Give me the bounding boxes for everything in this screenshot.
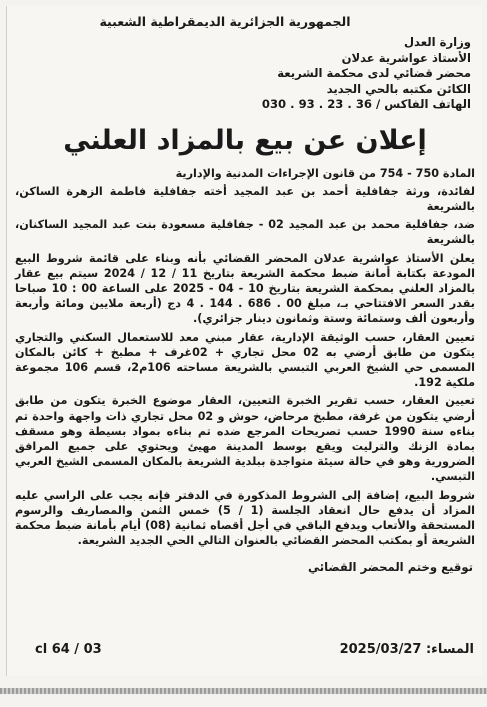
bailiff-office: الكائن مكتبه بالحي الجديد xyxy=(326,81,471,96)
publication-date: المساء: 2025/03/27 xyxy=(339,642,474,657)
beneficiary: لفائدة، ورثة جفافلية أحمد بن عبد المجيد أخته جفافلية فاطمة الزهرة الساكن، بالشريعة xyxy=(15,184,475,213)
newspaper-page xyxy=(6,6,482,676)
bailiff-court: محضر قضائي لدى محكمة الشريعة xyxy=(277,66,471,80)
reference-code: cl 64 / 03 xyxy=(35,642,102,657)
sale-conditions: شروط البيع، إضافة إلى الشروط المذكورة في الدفتر فإنه يجب على الراسي عليه المزاد أن يدفع حال انعقاد الجلسة (1 / 5) خمس الثمن والمصاريف والرسوم المستحقة والأتعاب ويدفع الباقي في أجل أقصاه ثمانية (08) أيام بأمانة ضبط محكمة الشريعة أو بمكتب المحضر القضائي بالعنوان التالي الحي الجديد الشريعة. xyxy=(15,488,475,548)
bailiff-phone: الهاتف الفاكس / 36 . 23 . 93 . 030 xyxy=(261,97,471,111)
property-description-expert: تعيين العقار، حسب تقرير الخبرة التعيين، العقار موضوع الخبرة يتكون من طابق أرضي يتكون من غرفة، مطبخ مرحاض، حوش و 02 محل تجاري ذات واجهة واحدة تم بناءه سنة 1990 حسب تصريحات المرجع ضده تم بناءه بمواد بسيطة وهو مسقف بمادة الزنك والترليت ويقع بوسط المدينة مهيئ ويحتوي على جميع المرافق الضرورية وهو في حالة سيئة متواجدة ببلدية الشريعة بالمكان المسمى الشيخ العربي التبسي. xyxy=(15,394,475,484)
property-description-admin: تعيين العقار، حسب الوثيقة الإدارية، عقار مبني معد للاستعمال السكني والتجاري يتكون من طابق أرضي به 02 محل تجاري + 02غرف + مطبخ + كائن بالمكان المسمى حي الشيخ العربي التبسي بالشريعة مساحته 106م2، قسم 106 مجموعة ملكية 192. xyxy=(15,330,476,390)
bailiff-header xyxy=(15,35,475,113)
bailiff-name: الأستاذ عواشرية عدلان xyxy=(341,50,471,65)
ministry-line: وزارة العدل xyxy=(403,35,471,49)
auction-notice xyxy=(15,12,475,672)
signature-line: توقيع وختم المحضر القضائي xyxy=(308,560,473,575)
announcement: يعلن الأستاذ عواشرية عدلان المحضر القضائي بأنه وبناء على قائمة شروط البيع المودعة بكتابة أمانة ضبط محكمة الشريعة بتاريخ 11 / 12 / 2024 سيتم بيع عقار بالمزاد العلني بمحكمة الشريعة بتاريخ 10 - 04 - 2025 على الساعة 00 : 10 صباحا بقدر السعر الافتتاحي بـ، مبلغ 00 . 686 . 144 . 4 دج (أربعة ملايين ومائة وأربعة وأربعون ألف وستمائة وستة وثمانون دينار جزائري). xyxy=(15,251,476,326)
republic-heading: الجمهورية الجزائرية الديمقراطية الشعبية xyxy=(99,14,351,29)
article-ref: المادة 750 - 754 من قانون الإجراءات المدنية والإدارية xyxy=(175,166,475,180)
against-party: ضد، جفافلية محمد بن عبد المجيد 02 - جفافلية مسعودة بنت عبد المجيد الساكنان، بالشريعة xyxy=(15,218,475,247)
notice-body xyxy=(15,166,475,549)
publication-footer xyxy=(7,642,482,662)
notice-title: إعلان عن بيع بالمزاد العلني xyxy=(63,124,427,156)
page-divider xyxy=(0,688,487,694)
